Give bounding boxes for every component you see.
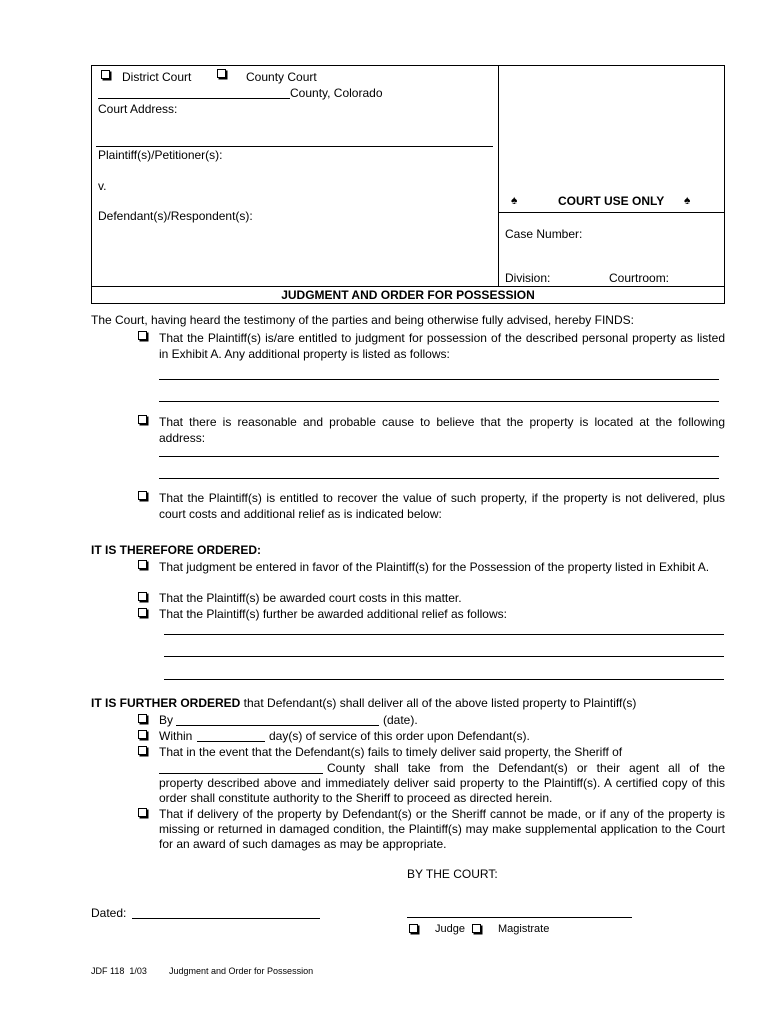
further-ordered-bold: IT IS FURTHER ORDERED (91, 696, 241, 710)
caption-box (91, 65, 725, 304)
days-label: day(s) of service of this order upon Defendant(s). (269, 729, 530, 743)
further-ordered-heading (91, 696, 731, 710)
damages-checkbox[interactable] (138, 808, 147, 817)
dated-label: Dated: (91, 906, 127, 920)
additional-property-line-1[interactable] (159, 379, 719, 380)
form-id: JDF 118 1/03 (91, 966, 147, 976)
form-title: Judgment and Order for Possession (169, 966, 314, 976)
caption-divider (498, 66, 499, 286)
ordered-heading: IT IS THEREFORE ORDERED: (91, 543, 262, 557)
judge-label: Judge (435, 923, 465, 935)
sheriff-county-field[interactable] (159, 773, 323, 774)
dated-field[interactable] (132, 918, 320, 919)
relief-line-1[interactable] (164, 634, 724, 635)
by-date-checkbox[interactable] (138, 714, 147, 723)
spade-left-icon: ♠ (511, 193, 518, 207)
court-address-label: Court Address: (98, 102, 178, 116)
order-2-text: That the Plaintiff(s) be awarded court costs in this matter. (159, 591, 462, 605)
defendant-label: Defendant(s)/Respondent(s): (98, 209, 253, 223)
spade-right-icon: ♠ (684, 193, 691, 207)
order-1-checkbox[interactable] (138, 560, 147, 569)
county-court-label: County Court (246, 70, 317, 84)
address-line-2[interactable] (159, 478, 719, 479)
relief-line-2[interactable] (164, 656, 724, 657)
county-colorado-label: County, Colorado (290, 86, 383, 100)
finding-2-text: That there is reasonable and probable cause to believe that the property is located at the following address: (159, 415, 725, 445)
magistrate-checkbox[interactable] (472, 924, 481, 933)
district-court-label: District Court (122, 70, 192, 84)
address-line-1[interactable] (159, 456, 719, 457)
magistrate-label: Magistrate (498, 923, 550, 935)
by-the-court-label: BY THE COURT: (407, 867, 498, 881)
by-date-field[interactable] (176, 725, 379, 726)
further-ordered-rest: that Defendant(s) shall deliver all of the above listed property to Plaintiff(s) (240, 696, 637, 710)
finding-3-text: That the Plaintiff(s) is entitled to recover the value of such property, if the property is not delivered, plus court costs and additional relief as is indicated below: (159, 491, 725, 521)
additional-property-line-2[interactable] (159, 401, 719, 402)
order-3-text: That the Plaintiff(s) further be awarded additional relief as follows: (159, 607, 507, 621)
within-days-field[interactable] (197, 741, 265, 742)
sheriff-text-a: That in the event that the Defendant(s) fails to timely deliver said property, the Sheriff of (159, 745, 623, 759)
district-court-checkbox[interactable] (101, 70, 110, 79)
within-label: Within (159, 729, 193, 743)
plaintiff-label: Plaintiff(s)/Petitioner(s): (98, 148, 223, 162)
court-use-only-label: COURT USE ONLY (558, 194, 665, 208)
finding-1-checkbox[interactable] (138, 331, 147, 340)
order-3-checkbox[interactable] (138, 608, 147, 617)
sheriff-text-c: property described above and immediately deliver said property to the Plaintiff(s). A certified copy of this order shall constitute authority to the Sheriff to proceed as directed herein. (159, 776, 725, 805)
sheriff-checkbox[interactable] (138, 746, 147, 755)
damages-text: That if delivery of the property by Defendant(s) or the Sheriff cannot be made, or if any of the property is missing or returned in damaged condition, the Plaintiff(s) may make supplemental application to the Court for an award of such damages as may be appropriate. (159, 807, 725, 851)
court-use-divider (498, 212, 725, 213)
order-2-checkbox[interactable] (138, 592, 147, 601)
finding-3-checkbox[interactable] (138, 491, 147, 500)
by-label: By (159, 713, 174, 727)
finding-1-text: That the Plaintiff(s) is/are entitled to judgment for possession of the described personal property as listed in Exhibit A. Any additional property is listed as follows: (159, 331, 725, 361)
title-divider (92, 286, 725, 287)
findings-intro: The Court, having heard the testimony of the parties and being otherwise fully advised, hereby FINDS: (91, 313, 634, 327)
document-title: JUDGMENT AND ORDER FOR POSSESSION (281, 288, 535, 302)
signature-line[interactable] (407, 917, 632, 918)
judge-checkbox[interactable] (409, 924, 418, 933)
county-court-checkbox[interactable] (217, 69, 226, 78)
date-label: (date). (383, 713, 418, 727)
division-label: Division: (505, 271, 551, 285)
courtroom-label: Courtroom: (609, 271, 670, 285)
county-name-field[interactable] (98, 98, 290, 99)
versus-label: v. (98, 179, 107, 193)
relief-line-3[interactable] (164, 679, 724, 680)
finding-2-checkbox[interactable] (138, 415, 147, 424)
order-1-text: That judgment be entered in favor of the Plaintiff(s) for the Possession of the property listed in Exhibit A. (159, 560, 710, 574)
sheriff-text-b: County shall take from the Defendant(s) or their agent all of the (327, 761, 725, 775)
case-number-label: Case Number: (505, 227, 583, 241)
court-address-field[interactable] (96, 146, 493, 147)
within-checkbox[interactable] (138, 730, 147, 739)
